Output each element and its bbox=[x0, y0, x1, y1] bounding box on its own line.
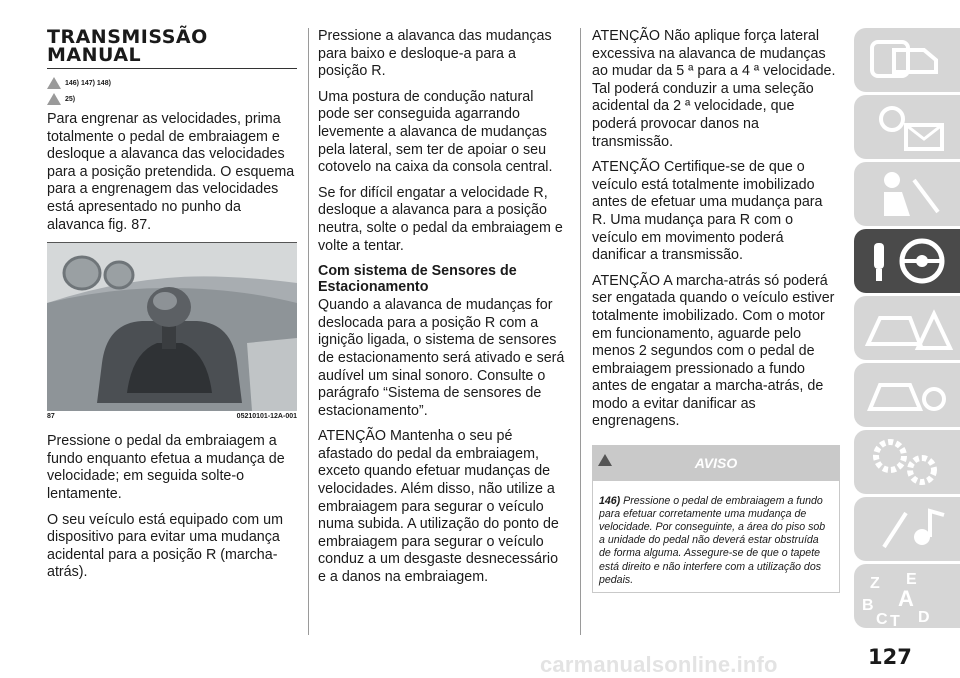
index-letter: T bbox=[890, 613, 900, 628]
notice-ref: 146) bbox=[599, 495, 621, 508]
notice-label: AVISO bbox=[694, 455, 738, 472]
maintenance-icon bbox=[854, 363, 960, 427]
paragraph: ATENÇÃO Mantenha o seu pé afastado do pedal da embraiagem, exceto quando efetuar mudanças de velocidades. Além disso, não utilize a embraiagem para segurar o veículo numa subida. A utilização do ponto de embraiagem para segurar o veículo conduz a um desgaste desnecessário e a danos na embraiagem. bbox=[318, 428, 559, 586]
index-letter: B bbox=[862, 597, 874, 614]
tab-driving[interactable] bbox=[854, 229, 960, 293]
technical-data-icon bbox=[854, 430, 960, 494]
tab-maintenance[interactable] bbox=[854, 363, 960, 427]
title-rule bbox=[47, 68, 297, 69]
paragraph: Pressione o pedal da embraiagem a fundo enquanto efetua a mudança de velocidade; em seguida solte-o lentamente. bbox=[47, 433, 285, 502]
paragraph: ATENÇÃO Certifique-se de que o veículo está totalmente imobilizado antes de efetuar uma mudança para R. Uma mudança para R com o veículo em movimento poderá danificar a transmissão. bbox=[592, 159, 823, 264]
car-info-icon bbox=[854, 28, 960, 92]
column-divider bbox=[308, 28, 309, 635]
paragraph: O seu veículo está equipado com um dispositivo para evitar uma mudança acidental para a posição R (marcha-atrás). bbox=[47, 511, 284, 581]
warning-lights-icon bbox=[854, 95, 960, 159]
watermark: carmanualsonline.info bbox=[540, 652, 778, 677]
column-1 bbox=[47, 28, 297, 590]
paragraph: Para engrenar as velocidades, prima totalmente o pedal de embraiagem e desloque a alavanca das velocidades para a posição pretendida. O esquema para a engrenagem das velocidades está apresentado no punho da alavanca fig. 87. bbox=[47, 111, 295, 233]
multimedia-icon bbox=[854, 497, 960, 561]
notice-text: Pressione o pedal de embraiagem a fundo para efetuar corretamente uma mudança de velocidade. Por conseguinte, a área do piso sob a unidade do pedal não deverá estar obstruída de forma alguma. Assegure-se de que o tapete está direito e não interfere com a utilização dos pedais. bbox=[599, 495, 826, 586]
warning-ref-text: 25) bbox=[65, 95, 76, 103]
figure-number: 87 bbox=[47, 413, 55, 421]
column-divider bbox=[580, 28, 581, 635]
warning-triangle-icon bbox=[47, 93, 61, 105]
warning-refs-1 bbox=[47, 75, 297, 91]
warning-triangle-icon bbox=[47, 77, 61, 89]
paragraph: Quando a alavanca de mudanças for deslocada para a posição R com a ignição ligada, o sistema de sensores de estacionamento será ativado e será audível um sinal sonoro. Consulte o parágrafo “Sistema de sensores de estacionamento”. bbox=[318, 297, 565, 419]
warning-ref-text: 146) 147) 148) bbox=[65, 79, 111, 87]
notice-header bbox=[592, 445, 840, 481]
index-letter: Z bbox=[870, 575, 880, 592]
tab-emergency[interactable] bbox=[854, 296, 960, 360]
index-letter: A bbox=[898, 586, 914, 611]
page-title bbox=[47, 28, 297, 64]
section-heading: Com sistema de Sensores de Estacionamento bbox=[318, 263, 517, 296]
driving-icon bbox=[854, 229, 960, 293]
tab-safety[interactable] bbox=[854, 162, 960, 226]
paragraph: ATENÇÃO A marcha-atrás só poderá ser engatada quando o veículo estiver totalmente imobilizado. Com o motor em funcionamento, aguarde pelo menos 2 segundos com o pedal de embraiagem pressionado a fundo antes de engatar a marcha-atrás, de modo a evitar danificar as engrenagens. bbox=[592, 272, 835, 430]
tab-multimedia[interactable] bbox=[854, 497, 960, 561]
index-letter: C bbox=[876, 611, 888, 628]
paragraph: Se for difícil engatar a velocidade R, desloque a alavanca para a posição neutra, solte o pedal da embraiagem e volte a tentar. bbox=[318, 184, 563, 254]
figure-code: 05210101-12A-001 bbox=[236, 413, 297, 421]
column-2 bbox=[318, 28, 568, 595]
tab-technical-data[interactable] bbox=[854, 430, 960, 494]
title-line-2: MANUAL bbox=[47, 44, 142, 66]
gear-lever-illustration bbox=[47, 243, 297, 411]
notice-box bbox=[592, 445, 840, 593]
figure-caption bbox=[47, 413, 297, 420]
safety-icon bbox=[854, 162, 960, 226]
index-icon bbox=[854, 564, 960, 628]
index-letter: D bbox=[918, 609, 930, 626]
warning-refs-2 bbox=[47, 91, 297, 107]
notice-body bbox=[592, 481, 840, 593]
page-number: 127 bbox=[868, 645, 912, 669]
index-letter: E bbox=[906, 571, 917, 588]
emergency-icon bbox=[854, 296, 960, 360]
title-line-1: TRANSMISSÃO bbox=[47, 26, 208, 48]
tab-index[interactable] bbox=[854, 564, 960, 628]
column-3 bbox=[592, 28, 840, 593]
tab-car-info[interactable] bbox=[854, 28, 960, 92]
paragraph: Pressione a alavanca das mudanças para baixo e desloque-a para a posição R. bbox=[318, 28, 552, 80]
paragraph: Uma postura de condução natural pode ser conseguida agarrando levemente a alavanca de mudanças pela lateral, sem ter de apoiar o seu cotovelo na caixa da consola central. bbox=[318, 88, 553, 176]
paragraph: ATENÇÃO Não aplique força lateral excessiva na alavanca de mudanças ao mudar da 5 ª para a 4 ª velocidade. Tal poderá conduzir a uma seleção acidental da 2 ª velocidade, que poderá provocar danos na transmissão. bbox=[592, 28, 836, 150]
gear-lever-photo bbox=[47, 242, 297, 411]
tab-warning-lights[interactable] bbox=[854, 95, 960, 159]
